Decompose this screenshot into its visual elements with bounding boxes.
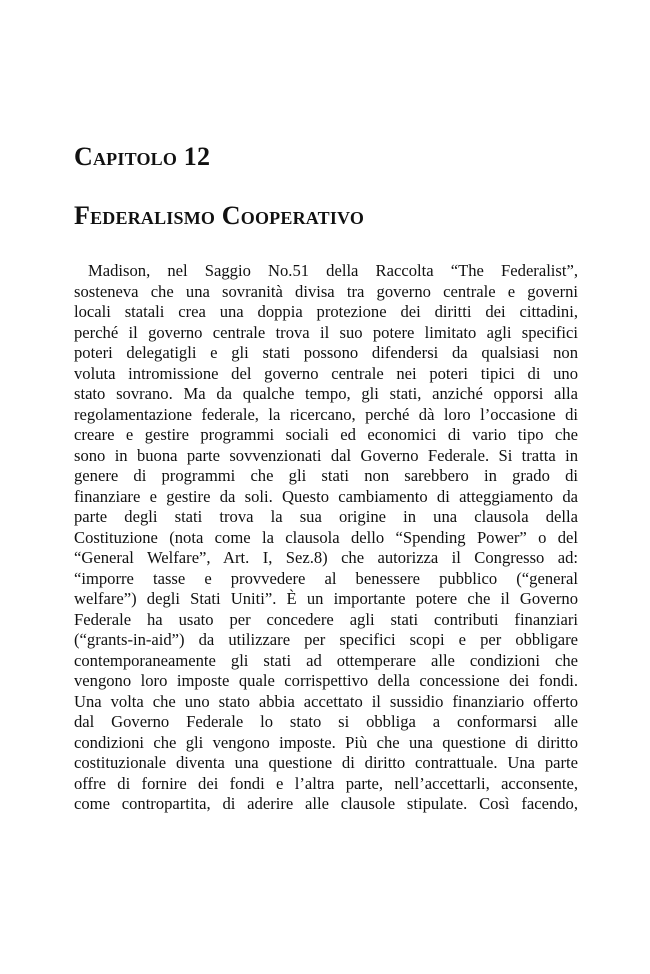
text-line: finanziare e gestire da soli. Questo cambiamento di atteggiamento da [74, 486, 578, 506]
text-line: “General Welfare”, Art. I, Sez.8) che autorizza il Congresso ad: [74, 548, 578, 567]
text-line: Costituzione (nota come la clausola dello “Spending Power” o del [74, 527, 578, 547]
text-line: dal Governo Federale lo stato si obbliga a conformarsi alle [74, 712, 578, 731]
text-line: Federale ha usato per concedere agli stati contributi finanziari [74, 609, 578, 629]
text-line: (“grants-in-aid”) da utilizzare per specifici scopi e per obbligare [74, 630, 578, 649]
text-line: vengono loro imposte quale corrispettivo della concessione dei fondi. [74, 671, 578, 690]
text-line: parte degli stati trova la sua origine in una clausola della [74, 507, 578, 526]
body-paragraph [74, 261, 578, 815]
text-line: contemporaneamente gli stati ad ottemperare alle condizioni che [74, 650, 578, 670]
text-line: voluta intromissione del governo centrale nei poteri tipici di uno [74, 363, 578, 383]
text-line: locali statali crea una doppia protezione dei diritti dei cittadini, [74, 302, 578, 321]
text-line: Una volta che uno stato abbia accettato il sussidio finanziario offerto [74, 691, 579, 711]
text-line: welfare”) degli Stati Uniti”. È un importante potere che il Governo [74, 589, 578, 608]
text-line: genere di programmi che gli stati non sarebbero in grado di [74, 466, 578, 485]
chapter-title: Federalismo Cooperativo [74, 201, 365, 230]
text-line: creare e gestire programmi sociali ed economici di vario tipo che [74, 425, 578, 444]
text-line: sosteneva che una sovranità divisa tra governo centrale e governi [74, 281, 578, 301]
chapter-number: Capitolo 12 [74, 142, 211, 171]
text-line: costituzionale diventa una questione di diritto contrattuale. Una parte [74, 753, 578, 772]
text-line: perché il governo centrale trova il suo potere limitato agli specifici [74, 322, 578, 342]
text-line: come contropartita, di aderire alle clausole stipulate. Così facendo, [74, 794, 578, 813]
text-line: “imporre tasse e provvedere al benessere pubblico (“general [74, 568, 578, 588]
text-line: regolamentazione federale, la ricercano, perché dà loro l’occasione di [74, 404, 578, 424]
text-line: sono in buona parte sovvenzionati dal Governo Federale. Si tratta in [74, 445, 578, 465]
text-line: Madison, nel Saggio No.51 della Raccolta “The Federalist”, [88, 261, 578, 280]
text-line: offre di fornire dei fondi e l’altra parte, nell’accettarli, acconsente, [74, 773, 578, 793]
text-line: poteri delegatigli e gli stati possono difendersi da qualsiasi non [74, 343, 578, 362]
text-line: stato sovrano. Ma da qualche tempo, gli stati, anziché opporsi alla [74, 384, 578, 403]
text-line: condizioni che gli vengono imposte. Più che una questione di diritto [74, 732, 578, 752]
